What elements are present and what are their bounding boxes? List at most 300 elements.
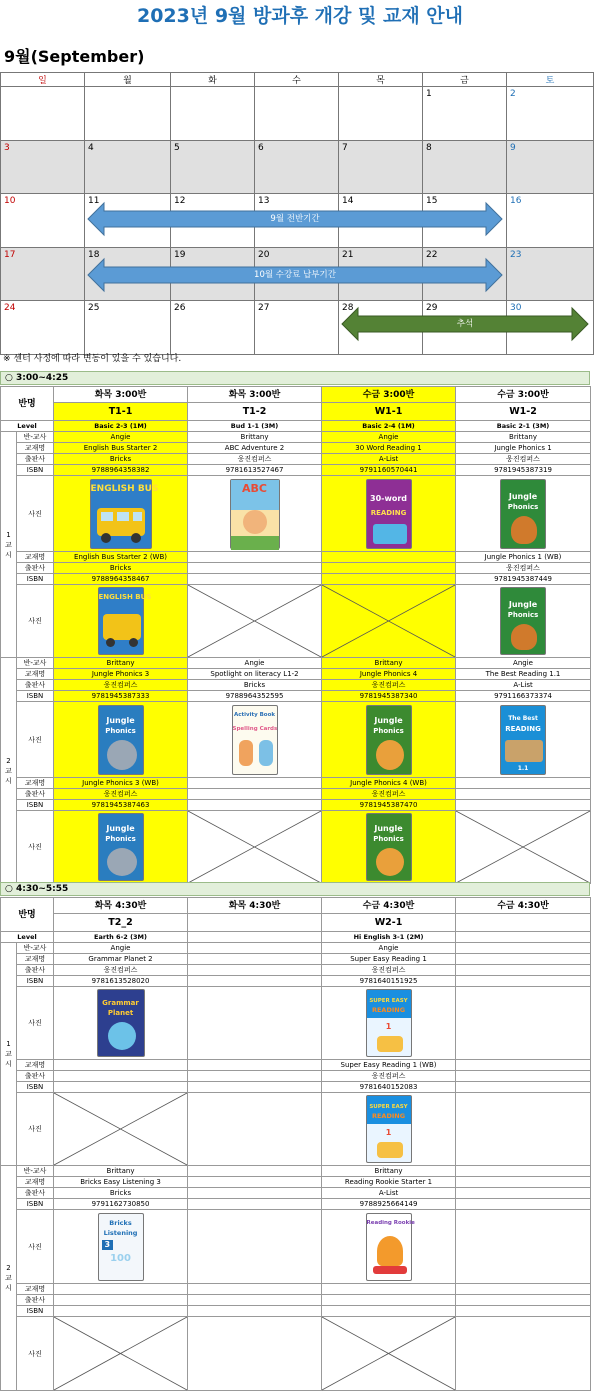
- textbook: The Best Reading 1.1: [456, 669, 591, 680]
- publisher: 웅진컴퍼스: [456, 454, 591, 465]
- empty-cross-icon: [188, 811, 321, 883]
- row-label: 출판사: [17, 789, 54, 800]
- cover-subtitle: Phonics: [373, 835, 404, 843]
- row-label: 반-교사: [17, 658, 54, 669]
- calendar-header: [1, 73, 594, 87]
- teacher: Brittany: [456, 432, 591, 443]
- book-cover-jungle-phonics-3: [98, 705, 144, 775]
- class-name: [456, 914, 591, 932]
- section-time-1: ○ 3:00~4:25: [0, 371, 590, 385]
- teacher: [188, 943, 322, 954]
- teacher: Brittany: [54, 1166, 188, 1177]
- calendar-day: 28: [339, 301, 423, 355]
- book-cover-jungle-phonics-4-wb: [366, 813, 412, 881]
- book-photo-cell: [322, 702, 456, 778]
- row-label: ISBN: [17, 800, 54, 811]
- wb-isbn: 9781945387463: [54, 800, 188, 811]
- class-day: 화목 4:30반: [188, 898, 322, 914]
- row-label: 교재명: [17, 1060, 54, 1071]
- class-name: T1-2: [188, 403, 322, 421]
- cover-subtitle: READING: [370, 508, 407, 517]
- wb-publisher: 웅진컴퍼스: [322, 1071, 456, 1082]
- calendar-day: 29: [423, 301, 507, 355]
- wb-textbook: [188, 778, 322, 789]
- textbook: Grammar Planet 2: [54, 954, 188, 965]
- teacher: Angie: [54, 943, 188, 954]
- row-label: 사진: [17, 476, 54, 552]
- book-photo-cell: [188, 476, 322, 552]
- teacher: [456, 943, 591, 954]
- weekday-mon: 월: [85, 73, 171, 87]
- period-label: 1 교 시: [1, 432, 17, 658]
- wb-isbn: [322, 1306, 456, 1317]
- cover-title: ENGLISH BUS: [90, 483, 159, 494]
- cover-level: 3: [102, 1240, 114, 1250]
- isbn: 9791166373374: [456, 691, 591, 702]
- row-label: 출판사: [17, 1071, 54, 1082]
- empty-photo-cell: [456, 811, 591, 884]
- teacher: [456, 1166, 591, 1177]
- publisher: [456, 1188, 591, 1199]
- publisher: 웅진컴퍼스: [54, 680, 188, 691]
- wb-publisher: [188, 563, 322, 574]
- weekday-wed: 수: [255, 73, 339, 87]
- calendar-day: 22: [423, 247, 507, 301]
- book-photo-cell: [54, 585, 188, 658]
- calendar-day: 19: [171, 247, 255, 301]
- calendar-day: 17: [1, 247, 85, 301]
- wb-publisher: [322, 1295, 456, 1306]
- wb-isbn: 9788964358467: [54, 574, 188, 585]
- cover-title: Activity Book: [233, 711, 276, 718]
- cover-title: Bricks: [109, 1218, 132, 1227]
- row-label: 반-교사: [17, 432, 54, 443]
- book-photo-cell: [54, 987, 188, 1060]
- publisher: 웅진컴퍼스: [54, 965, 188, 976]
- wb-textbook: [188, 1284, 322, 1295]
- cover-title: Jungle: [106, 824, 135, 833]
- book-photo-cell: [54, 1210, 188, 1284]
- calendar-note: ※ 센터 사정에 따라 변동이 있을 수 있습니다.: [3, 354, 182, 364]
- wb-isbn: [188, 1082, 322, 1093]
- wb-textbook: [456, 778, 591, 789]
- calendar-day: 12: [171, 194, 255, 248]
- empty-cross-icon: [322, 585, 455, 657]
- row-label: 사진: [17, 1093, 54, 1166]
- cover-title: ABC: [242, 481, 267, 495]
- calendar-week: [1, 140, 594, 194]
- empty-cell: [188, 987, 322, 1060]
- row-label: ISBN: [17, 1199, 54, 1210]
- row-label: 사진: [17, 585, 54, 658]
- empty-cross-icon: [322, 1317, 455, 1390]
- class-day: 수금 4:30반: [322, 898, 456, 914]
- wb-textbook: English Bus Starter 2 (WB): [54, 552, 188, 563]
- row-label: 출판사: [17, 563, 54, 574]
- cover-title: Jungle: [106, 715, 135, 725]
- row-label: 교재명: [17, 1284, 54, 1295]
- isbn: 9781613528020: [54, 976, 188, 987]
- textbook: Jungle Phonics 4: [322, 669, 456, 680]
- row-label: 사진: [17, 811, 54, 884]
- wb-isbn: 9781945387449: [456, 574, 591, 585]
- cover-title: The Best: [508, 714, 538, 722]
- class-level: Basic 2-1 (3M): [456, 421, 591, 432]
- cover-subtitle: Phonics: [105, 835, 136, 843]
- row-label: ISBN: [17, 976, 54, 987]
- section-time-2: ○ 4:30~5:55: [0, 882, 590, 896]
- wb-textbook: [456, 1284, 591, 1295]
- class-name: T1-1: [54, 403, 188, 421]
- wb-isbn: 9781945387470: [322, 800, 456, 811]
- empty-cell: [456, 1210, 591, 1284]
- empty-photo-cell: [322, 1317, 456, 1391]
- period-label: 2 교 시: [1, 658, 17, 884]
- row-label: ISBN: [17, 691, 54, 702]
- class-level: Earth 6-2 (3M): [54, 932, 188, 943]
- wb-publisher: [456, 1071, 591, 1082]
- cover-subtitle: READING: [371, 1006, 406, 1014]
- class-name: [188, 914, 322, 932]
- page-title: 2023년 9월 방과후 개강 및 교재 안내: [136, 5, 464, 27]
- book-cover-30-word-reading: [366, 479, 412, 549]
- empty-cell: [188, 1317, 322, 1391]
- empty-cell: [456, 1317, 591, 1391]
- calendar-day: 20: [255, 247, 339, 301]
- cover-title: Jungle: [508, 491, 538, 501]
- publisher: A-List: [456, 680, 591, 691]
- textbook: [188, 954, 322, 965]
- row-label: 교재명: [17, 443, 54, 454]
- publisher: A-List: [322, 1188, 456, 1199]
- row-label: 반-교사: [17, 943, 54, 954]
- isbn: 9788925664149: [322, 1199, 456, 1210]
- weekday-sun: 일: [1, 73, 85, 87]
- row-label: 사진: [17, 702, 54, 778]
- wb-textbook: Super Easy Reading 1 (WB): [322, 1060, 456, 1071]
- calendar-day: 9: [507, 140, 594, 194]
- isbn: [188, 1199, 322, 1210]
- row-label: 반-교사: [17, 1166, 54, 1177]
- isbn: 9788964352595: [188, 691, 322, 702]
- month-title: 9월(September): [4, 47, 145, 66]
- wb-publisher: [188, 789, 322, 800]
- wb-textbook: Jungle Phonics 4 (WB): [322, 778, 456, 789]
- wb-publisher: [456, 1295, 591, 1306]
- wb-isbn: [188, 1306, 322, 1317]
- wb-publisher: Bricks: [54, 563, 188, 574]
- row-label: 사진: [17, 1317, 54, 1391]
- class-day: 화목 4:30반: [54, 898, 188, 914]
- wb-publisher: [188, 1295, 322, 1306]
- book-cover-jungle-phonics-1: [500, 479, 546, 549]
- wb-textbook: Jungle Phonics 1 (WB): [456, 552, 591, 563]
- weekday-sat: 토: [507, 73, 594, 87]
- publisher: [188, 1188, 322, 1199]
- schedule-table-1: [0, 386, 591, 884]
- class-level: Hi English 3-1 (2M): [322, 932, 456, 943]
- row-label: ISBN: [17, 465, 54, 476]
- class-label: 반명: [1, 387, 54, 421]
- row-label: 교재명: [17, 552, 54, 563]
- event-label: 10월 수강료 납부기간: [254, 270, 336, 280]
- isbn: [456, 1199, 591, 1210]
- row-label: 출판사: [17, 1295, 54, 1306]
- book-cover-super-easy-reading: [366, 989, 412, 1057]
- book-cover-reading-rookie: [366, 1213, 415, 1281]
- publisher: [188, 965, 322, 976]
- empty-photo-cell: [188, 585, 322, 658]
- class-day: 화목 3:00반: [54, 387, 188, 403]
- teacher: Brittany: [322, 1166, 456, 1177]
- level-label: Level: [1, 932, 54, 943]
- wb-textbook: Jungle Phonics 3 (WB): [54, 778, 188, 789]
- publisher: Bricks: [54, 454, 188, 465]
- wb-publisher: 웅진컴퍼스: [456, 563, 591, 574]
- row-label: 출판사: [17, 680, 54, 691]
- isbn: 9781613527467: [188, 465, 322, 476]
- calendar-day: 14: [339, 194, 423, 248]
- book-photo-cell: [188, 702, 322, 778]
- isbn: 9791162730850: [54, 1199, 188, 1210]
- cover-title: SUPER EASY: [369, 998, 408, 1004]
- calendar-day: 30: [507, 301, 594, 355]
- calendar-day: [339, 87, 423, 141]
- cover-level: 1: [385, 1128, 392, 1137]
- cover-title: Grammar: [102, 999, 139, 1007]
- cover-subtitle: Spelling Cards: [232, 725, 278, 732]
- book-photo-cell: [456, 702, 591, 778]
- textbook: Super Easy Reading 1: [322, 954, 456, 965]
- cover-title: SUPER EASY: [369, 1104, 408, 1110]
- calendar-day: 3: [1, 140, 85, 194]
- textbook: English Bus Starter 2: [54, 443, 188, 454]
- class-name: T2_2: [54, 914, 188, 932]
- calendar-day: 6: [255, 140, 339, 194]
- calendar-day: 16: [507, 194, 594, 248]
- book-photo-cell: [456, 585, 591, 658]
- event-label: 추석: [456, 319, 474, 329]
- row-label: 출판사: [17, 454, 54, 465]
- cover-subtitle: READING: [371, 1112, 406, 1120]
- wb-textbook: [322, 552, 456, 563]
- cover-title: Reading Rookie: [366, 1219, 415, 1226]
- cover-subtitle: Phonics: [105, 726, 136, 735]
- cover-subtitle: READING: [505, 724, 541, 733]
- row-label: ISBN: [17, 574, 54, 585]
- calendar-day: 27: [255, 301, 339, 355]
- wb-publisher: [54, 1071, 188, 1082]
- wb-isbn: 9781640152083: [322, 1082, 456, 1093]
- row-label: 교재명: [17, 954, 54, 965]
- empty-photo-cell: [54, 1317, 188, 1391]
- teacher: Brittany: [54, 658, 188, 669]
- book-photo-cell: [322, 476, 456, 552]
- calendar-day: 1: [423, 87, 507, 141]
- class-day: 화목 3:00반: [188, 387, 322, 403]
- publisher: 웅진컴퍼스: [322, 965, 456, 976]
- calendar-day: 5: [171, 140, 255, 194]
- isbn: [188, 976, 322, 987]
- wb-textbook: [54, 1060, 188, 1071]
- book-photo-cell: [456, 476, 591, 552]
- class-day: 수금 4:30반: [456, 898, 591, 914]
- weekday-thu: 목: [339, 73, 423, 87]
- textbook: 30 Word Reading 1: [322, 443, 456, 454]
- book-cover-spotlight: [232, 705, 278, 775]
- weekday-tue: 화: [171, 73, 255, 87]
- teacher: Angie: [456, 658, 591, 669]
- publisher: Bricks: [188, 680, 322, 691]
- textbook: Spotlight on literacy L1-2: [188, 669, 322, 680]
- class-level: [188, 932, 322, 943]
- row-label: ISBN: [17, 1082, 54, 1093]
- class-level: Bud 1-1 (3M): [188, 421, 322, 432]
- cover-title: 30-word: [370, 493, 408, 503]
- wb-isbn: [188, 800, 322, 811]
- cover-title: Jungle: [508, 600, 538, 609]
- isbn: 9781945387333: [54, 691, 188, 702]
- wb-isbn: [322, 574, 456, 585]
- calendar-day: 15: [423, 194, 507, 248]
- wb-textbook: [188, 552, 322, 563]
- book-cover-jungle-phonics-3-wb: [98, 813, 144, 881]
- empty-cell: [188, 1210, 322, 1284]
- isbn: 9791160570441: [322, 465, 456, 476]
- weekday-fri: 금: [423, 73, 507, 87]
- isbn: 9781945387340: [322, 691, 456, 702]
- cover-subtitle: Phonics: [507, 611, 539, 619]
- row-label: 사진: [17, 1210, 54, 1284]
- teacher: Angie: [322, 943, 456, 954]
- event-label: 9월 전반기간: [270, 214, 320, 224]
- wb-textbook: [188, 1060, 322, 1071]
- cover-title: Jungle: [374, 715, 403, 725]
- cover-level: 1.1: [517, 764, 529, 772]
- textbook: Reading Rookie Starter 1: [322, 1177, 456, 1188]
- empty-cross-icon: [456, 811, 590, 883]
- class-name: W2-1: [322, 914, 456, 932]
- textbook: ABC Adventure 2: [188, 443, 322, 454]
- class-level: [456, 932, 591, 943]
- calendar-day: 25: [85, 301, 171, 355]
- wb-isbn: [456, 800, 591, 811]
- textbook: Bricks Easy Listening 3: [54, 1177, 188, 1188]
- calendar-day: [255, 87, 339, 141]
- class-name: W1-2: [456, 403, 591, 421]
- calendar-day: 23: [507, 247, 594, 301]
- wb-textbook: [322, 1284, 456, 1295]
- calendar-day: [85, 87, 171, 141]
- book-photo-cell: [54, 811, 188, 884]
- row-label: 출판사: [17, 965, 54, 976]
- publisher: A-List: [322, 454, 456, 465]
- wb-isbn: [54, 1306, 188, 1317]
- calendar-day: 8: [423, 140, 507, 194]
- row-label: 출판사: [17, 1188, 54, 1199]
- calendar-day: 2: [507, 87, 594, 141]
- wb-publisher: [188, 1071, 322, 1082]
- book-cover-jungle-phonics-1-wb: [500, 587, 546, 655]
- book-photo-cell: [322, 1093, 456, 1166]
- book-cover-grammar-planet: [97, 989, 145, 1057]
- wb-publisher: [456, 789, 591, 800]
- book-photo-cell: [322, 1210, 456, 1284]
- calendar-day: [171, 87, 255, 141]
- book-photo-cell: [322, 987, 456, 1060]
- calendar-week: [1, 87, 594, 141]
- calendar-day: 10: [1, 194, 85, 248]
- wb-textbook: [456, 1060, 591, 1071]
- cover-title: ENGLISH BUS: [98, 593, 152, 601]
- level-label: Level: [1, 421, 54, 432]
- wb-isbn: [456, 1082, 591, 1093]
- calendar-day: 7: [339, 140, 423, 194]
- calendar-day: 18: [85, 247, 171, 301]
- class-label: 반명: [1, 898, 54, 932]
- teacher: Angie: [188, 658, 322, 669]
- book-cover-the-best-reading: [500, 705, 546, 775]
- wb-publisher: 웅진컴퍼스: [54, 789, 188, 800]
- row-label: 교재명: [17, 1177, 54, 1188]
- isbn: [456, 976, 591, 987]
- book-cover-english-bus: [90, 479, 159, 549]
- book-photo-cell: [54, 476, 188, 552]
- wb-isbn: [54, 1082, 188, 1093]
- schedule-table-2: [0, 897, 591, 1391]
- cover-subtitle: Planet: [107, 1009, 134, 1017]
- row-label: ISBN: [17, 1306, 54, 1317]
- event-arrow-first-half: [88, 203, 502, 235]
- book-cover-english-bus-wb: [98, 587, 152, 655]
- calendar-day: [1, 87, 85, 141]
- empty-cell: [188, 1093, 322, 1166]
- row-label: 사진: [17, 987, 54, 1060]
- publisher: [456, 965, 591, 976]
- calendar-day: 26: [171, 301, 255, 355]
- cover-number: 100: [110, 1252, 131, 1264]
- publisher: Bricks: [54, 1188, 188, 1199]
- period-label: 1 교 시: [1, 943, 17, 1166]
- isbn: 9781640151925: [322, 976, 456, 987]
- publisher: 웅진컴퍼스: [188, 454, 322, 465]
- cover-level: 1: [385, 1022, 392, 1031]
- textbook: Jungle Phonics 1: [456, 443, 591, 454]
- wb-textbook: [54, 1284, 188, 1295]
- wb-isbn: [456, 1306, 591, 1317]
- book-cover-super-easy-reading-wb: [366, 1095, 412, 1163]
- teacher: Brittany: [322, 658, 456, 669]
- event-arrow-payment: [88, 259, 502, 291]
- isbn: 9788964358382: [54, 465, 188, 476]
- teacher: [188, 1166, 322, 1177]
- textbook: Jungle Phonics 3: [54, 669, 188, 680]
- book-cover-abc-adventure: [230, 479, 280, 549]
- teacher: Brittany: [188, 432, 322, 443]
- wb-publisher: [54, 1295, 188, 1306]
- teacher: Angie: [54, 432, 188, 443]
- book-photo-cell: [322, 811, 456, 884]
- row-label: 교재명: [17, 778, 54, 789]
- wb-publisher: [322, 563, 456, 574]
- class-day: 수금 3:00반: [322, 387, 456, 403]
- empty-cross-icon: [54, 1317, 187, 1390]
- empty-cross-icon: [54, 1093, 187, 1165]
- empty-photo-cell: [322, 585, 456, 658]
- book-cover-bricks-easy-listening: [98, 1213, 144, 1281]
- period-label: 2 교 시: [1, 1166, 17, 1391]
- empty-cross-icon: [188, 585, 321, 657]
